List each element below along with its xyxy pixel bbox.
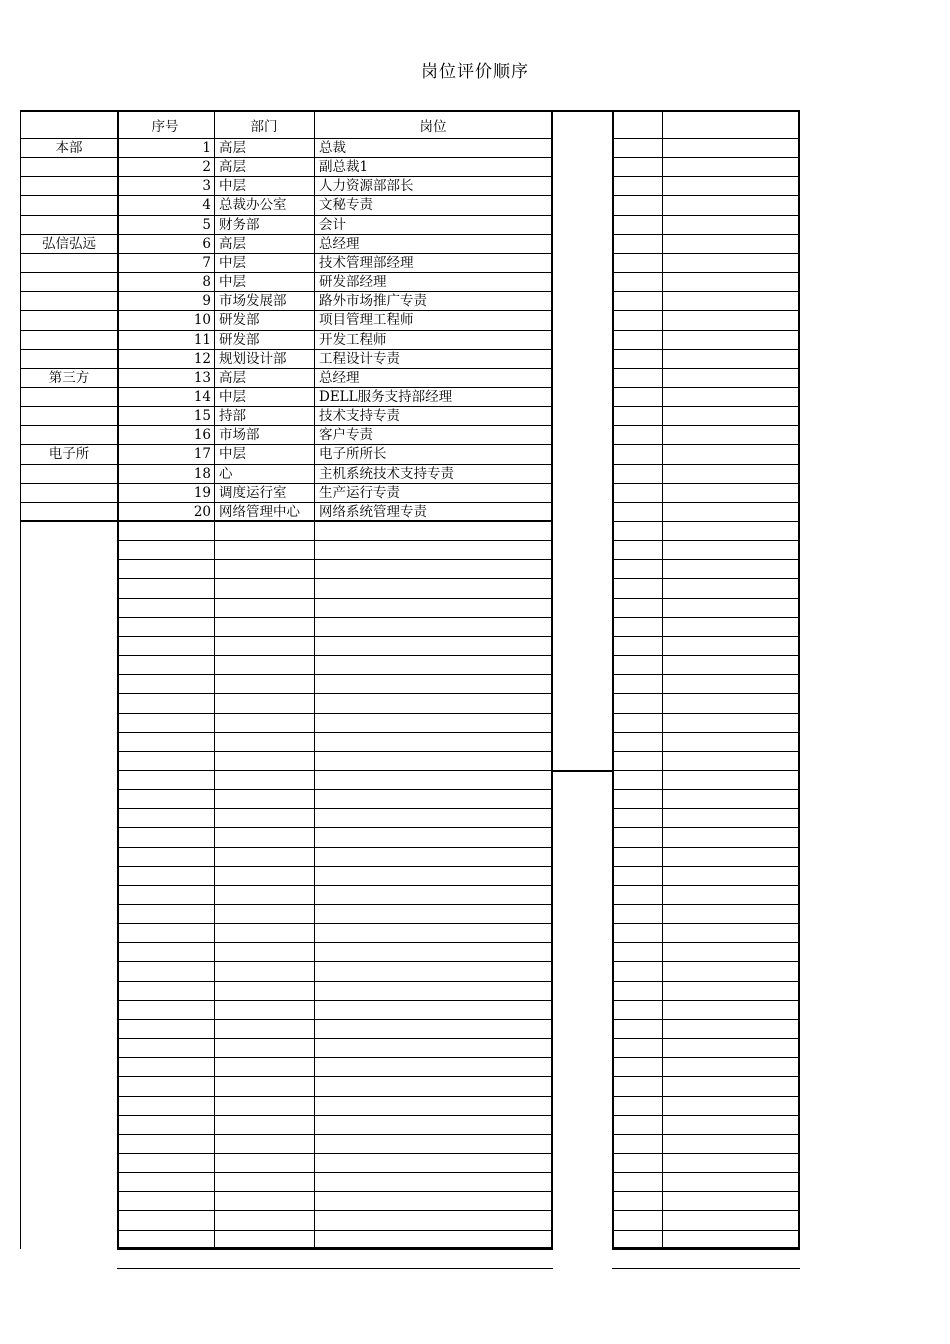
- department-cell: 高层: [219, 140, 246, 156]
- row-line: [117, 732, 553, 733]
- row-line: [117, 1191, 553, 1192]
- header-bottom: [612, 138, 800, 139]
- row-line: [612, 827, 800, 828]
- row-line: [612, 540, 800, 541]
- row-line: [612, 521, 800, 522]
- row-line: [612, 617, 800, 618]
- row-line: [117, 808, 553, 809]
- post-cell: 开发工程师: [319, 332, 387, 348]
- row-number: 20: [193, 504, 211, 520]
- post-cell: 研发部经理: [319, 274, 387, 290]
- row-line: [117, 866, 553, 867]
- row-line: [612, 1210, 800, 1211]
- row-line: [117, 1096, 553, 1097]
- row-line: [612, 291, 800, 292]
- header-seq: 序号: [151, 119, 179, 135]
- row-line: [612, 1076, 800, 1077]
- row-line: [612, 1230, 800, 1231]
- row-line: [117, 1115, 553, 1116]
- row-line: [612, 1249, 800, 1250]
- row-line: [612, 253, 800, 254]
- department-cell: 持部: [219, 408, 246, 424]
- row-line: [612, 1019, 800, 1020]
- row-line: [117, 847, 553, 848]
- row-number: 8: [202, 274, 211, 290]
- row-line: [612, 272, 800, 273]
- row-line: [117, 1019, 553, 1020]
- row-line: [612, 732, 800, 733]
- row-line: [612, 215, 800, 216]
- row-line: [117, 789, 553, 790]
- row-line: [612, 1096, 800, 1097]
- row-line: [117, 598, 553, 599]
- department-cell: 总裁办公室: [219, 197, 287, 213]
- row-line: [117, 1172, 553, 1173]
- row-line: [612, 770, 800, 771]
- header-dept: 部门: [250, 119, 278, 135]
- row-line: [117, 1000, 553, 1001]
- row-line: [612, 502, 800, 503]
- row-number: 1: [202, 140, 211, 156]
- row-number: 9: [202, 293, 211, 309]
- col-border: [662, 110, 663, 1249]
- row-line: [612, 1134, 800, 1135]
- department-cell: 中层: [219, 255, 246, 271]
- row-line: [117, 1134, 553, 1135]
- post-cell: 技术管理部经理: [319, 255, 414, 271]
- row-line: [117, 559, 553, 560]
- row-line: [612, 674, 800, 675]
- row-line: [117, 578, 553, 579]
- row-number: 13: [193, 370, 211, 386]
- row-number: 3: [202, 178, 211, 194]
- post-cell: 人力资源部部长: [319, 178, 414, 194]
- row-line: [612, 751, 800, 752]
- row-line: [612, 1172, 800, 1173]
- row-line: [612, 961, 800, 962]
- group-label: 电子所: [48, 446, 90, 462]
- row-number: 14: [193, 389, 211, 405]
- post-cell: 生产运行专责: [319, 485, 400, 501]
- row-line: [117, 1230, 553, 1231]
- row-line: [612, 885, 800, 886]
- department-cell: 研发部: [219, 312, 260, 328]
- row-number: 4: [202, 197, 211, 213]
- row-line: [117, 942, 553, 943]
- department-cell: 市场发展部: [219, 293, 287, 309]
- post-cell: 会计: [319, 217, 346, 233]
- row-line: [117, 1038, 553, 1039]
- department-cell: 中层: [219, 389, 246, 405]
- row-line: [612, 808, 800, 809]
- row-number: 17: [193, 446, 211, 462]
- row-line: [117, 885, 553, 886]
- post-cell: 主机系统技术支持专责: [319, 466, 454, 482]
- row-line: [612, 176, 800, 177]
- row-number: 5: [202, 217, 211, 233]
- row-line: [117, 713, 553, 714]
- row-line: [117, 1153, 553, 1154]
- row-line: [117, 1057, 553, 1058]
- table-right-border: [798, 110, 800, 1249]
- row-line: [612, 195, 800, 196]
- row-line: [612, 387, 800, 388]
- row-number: 6: [202, 236, 211, 252]
- department-cell: 规划设计部: [219, 351, 287, 367]
- department-cell: 中层: [219, 446, 246, 462]
- department-cell: 高层: [219, 370, 246, 386]
- row-line: [612, 157, 800, 158]
- row-number: 7: [202, 255, 211, 271]
- post-cell: 电子所所长: [319, 446, 387, 462]
- post-cell: 项目管理工程师: [319, 312, 414, 328]
- row-line: [612, 406, 800, 407]
- row-line: [612, 1191, 800, 1192]
- row-line: [612, 942, 800, 943]
- group-label: 本部: [55, 140, 83, 156]
- row-line: [612, 789, 800, 790]
- table-bottom: [612, 1247, 800, 1249]
- row-line: [612, 464, 800, 465]
- post-cell: 技术支持专责: [319, 408, 400, 424]
- department-cell: 网络管理中心: [219, 504, 300, 520]
- row-line: [612, 234, 800, 235]
- post-cell: 客户专责: [319, 427, 373, 443]
- row-line: [117, 540, 553, 541]
- row-line: [117, 961, 553, 962]
- group-label: 弘信弘远: [42, 236, 96, 252]
- post-cell: 路外市场推广专责: [319, 293, 427, 309]
- col-border: [612, 110, 614, 1249]
- table-top-border: [20, 110, 800, 112]
- row-line: [612, 444, 800, 445]
- row-number: 18: [193, 466, 211, 482]
- row-line: [612, 310, 800, 311]
- row-line: [117, 1249, 553, 1250]
- row-line: [612, 330, 800, 331]
- row-line: [117, 1210, 553, 1211]
- row-line: [612, 1115, 800, 1116]
- row-line: [612, 713, 800, 714]
- department-cell: 中层: [219, 178, 246, 194]
- row-line: [612, 598, 800, 599]
- row-line: [612, 578, 800, 579]
- department-cell: 高层: [219, 159, 246, 175]
- row-line: [612, 923, 800, 924]
- row-line: [612, 349, 800, 350]
- row-line: [117, 827, 553, 828]
- row-line: [612, 483, 800, 484]
- row-line: [117, 981, 553, 982]
- post-cell: 总经理: [319, 370, 360, 386]
- department-cell: 心: [219, 466, 233, 482]
- row-line: [612, 847, 800, 848]
- row-line: [612, 655, 800, 656]
- table-bottom: [117, 1247, 553, 1249]
- row-line: [117, 674, 553, 675]
- row-line: [612, 1057, 800, 1058]
- row-line: [612, 559, 800, 560]
- row-number: 2: [202, 159, 211, 175]
- department-cell: 高层: [219, 236, 246, 252]
- col-border: [314, 110, 315, 1249]
- row-number: 19: [193, 485, 211, 501]
- row-line: [612, 1038, 800, 1039]
- post-cell: 副总裁1: [319, 159, 369, 175]
- row-line: [117, 693, 553, 694]
- post-cell: DELL服务支持部经理: [319, 389, 453, 405]
- row-line: [612, 1000, 800, 1001]
- row-line: [612, 368, 800, 369]
- row-line: [117, 636, 553, 637]
- row-number: 16: [193, 427, 211, 443]
- table-left-border: [20, 110, 21, 1249]
- row-number: 12: [193, 351, 211, 367]
- row-line: [117, 1268, 553, 1269]
- post-cell: 网络系统管理专责: [319, 504, 427, 520]
- col-border: [551, 110, 553, 1249]
- row-number: 10: [193, 312, 211, 328]
- row-line: [117, 655, 553, 656]
- department-cell: 调度运行室: [219, 485, 287, 501]
- section-separator: [551, 770, 614, 772]
- post-cell: 总经理: [319, 236, 360, 252]
- row-line: [612, 425, 800, 426]
- post-cell: 总裁: [319, 140, 346, 156]
- row-line: [612, 1153, 800, 1154]
- row-line: [117, 923, 553, 924]
- post-cell: 工程设计专责: [319, 351, 400, 367]
- row-line: [612, 981, 800, 982]
- row-line: [117, 770, 553, 771]
- department-cell: 财务部: [219, 217, 260, 233]
- group-label: 第三方: [48, 370, 90, 386]
- row-line: [117, 751, 553, 752]
- row-line: [612, 636, 800, 637]
- row-number: 15: [193, 408, 211, 424]
- post-cell: 文秘专责: [319, 197, 373, 213]
- row-line: [117, 617, 553, 618]
- row-line: [612, 904, 800, 905]
- department-cell: 研发部: [219, 332, 260, 348]
- col-border: [214, 110, 215, 1249]
- page-title: 岗位评价顺序: [421, 62, 529, 82]
- row-number: 11: [193, 332, 211, 348]
- department-cell: 市场部: [219, 427, 260, 443]
- header-post: 岗位: [419, 119, 447, 135]
- row-line: [612, 693, 800, 694]
- row-line: [612, 866, 800, 867]
- row-line: [117, 904, 553, 905]
- department-cell: 中层: [219, 274, 246, 290]
- row-line: [117, 1076, 553, 1077]
- row-line: [612, 1268, 800, 1269]
